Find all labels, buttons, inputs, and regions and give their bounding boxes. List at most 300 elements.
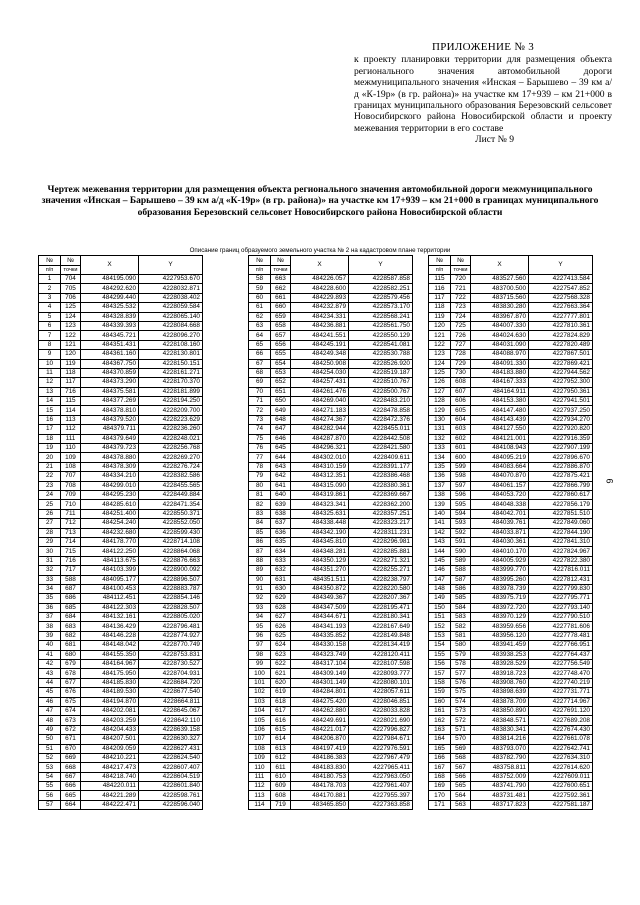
x-coordinate: 484373.290 [81,378,139,387]
y-coordinate: 4227860.617 [529,490,593,499]
x-coordinate: 484042.701 [471,509,529,518]
row-number: 133 [429,444,451,453]
y-coordinate: 4227849.060 [529,519,593,528]
row-number: 111 [249,772,271,781]
x-coordinate: 484178.703 [291,782,349,791]
point-number: 617 [271,706,291,715]
point-number: 644 [271,453,291,462]
row-number: 8 [39,340,61,349]
header-point-num: № [271,256,291,266]
x-coordinate: 483758.811 [471,763,529,772]
point-number: 614 [271,735,291,744]
x-coordinate: 484197.419 [291,744,349,753]
row-number: 107 [249,735,271,744]
y-coordinate: 4227812.431 [529,575,593,584]
x-coordinate: 484275.420 [291,697,349,706]
header-x: X [81,256,139,275]
point-number: 632 [271,566,291,575]
y-coordinate: 4227907.199 [529,444,593,453]
x-coordinate: 484136.429 [81,622,139,631]
row-number: 28 [39,528,61,537]
x-coordinate: 484204.433 [81,725,139,734]
row-number: 110 [249,763,271,772]
x-coordinate: 484122.303 [81,603,139,612]
point-number: 601 [451,444,471,453]
y-coordinate: 4228642.110 [139,716,203,725]
y-coordinate: 4227875.421 [529,472,593,481]
row-number: 150 [429,603,451,612]
x-coordinate: 484222.471 [81,800,139,809]
table-row [249,275,413,284]
y-coordinate: 4228645.067 [139,706,203,715]
point-number: 716 [61,387,81,396]
y-coordinate: 4228256.768 [139,444,203,453]
table-row [39,688,203,697]
table-row [39,631,203,640]
point-number: 564 [451,791,471,800]
x-coordinate: 483814.216 [471,735,529,744]
table-subtitle: Описание границ образуемого земельного участка № 2 на кадастровом плане территории [189,247,451,254]
table-row [249,575,413,584]
point-number: 631 [271,575,291,584]
y-coordinate: 4227778.481 [529,631,593,640]
y-coordinate: 4228046.851 [349,697,413,706]
row-number: 38 [39,622,61,631]
y-coordinate: 4228369.667 [349,490,413,499]
y-coordinate: 4227822.380 [529,556,593,565]
point-number: 582 [451,622,471,631]
row-number: 52 [39,753,61,762]
x-coordinate: 483850.890 [471,706,529,715]
row-number: 36 [39,603,61,612]
y-coordinate: 4228033.828 [349,706,413,715]
point-number: 588 [451,566,471,575]
row-number: 78 [249,462,271,471]
x-coordinate: 484236.881 [291,321,349,330]
row-number: 20 [39,453,61,462]
y-coordinate: 4227824.829 [529,331,593,340]
point-number: 723 [451,303,471,312]
row-number: 3 [39,293,61,302]
x-coordinate: 484221.289 [81,791,139,800]
y-coordinate: 4228032.871 [139,284,203,293]
table-row [249,584,413,593]
table-row [429,331,593,340]
header-point: точки [61,266,81,275]
row-number: 104 [249,706,271,715]
point-number: 726 [451,331,471,340]
x-coordinate: 484379.711 [81,425,139,434]
row-number: 27 [39,519,61,528]
x-coordinate: 484319.861 [291,490,349,499]
y-coordinate: 4227961.407 [349,782,413,791]
y-coordinate: 4228311.231 [349,528,413,537]
row-number: 98 [249,650,271,659]
point-number: 117 [61,378,81,387]
row-number: 124 [429,359,451,368]
x-coordinate: 484083.664 [471,462,529,471]
table-row [249,669,413,678]
row-number: 158 [429,678,451,687]
x-coordinate: 484146.228 [81,631,139,640]
point-number: 628 [271,603,291,612]
y-coordinate: 4228223.629 [139,415,203,424]
row-number: 145 [429,556,451,565]
x-coordinate: 484195.090 [81,275,139,284]
x-coordinate: 483830.280 [471,303,529,312]
x-coordinate: 484344.671 [291,613,349,622]
table-row [39,735,203,744]
point-number: 609 [271,782,291,791]
y-coordinate: 4227896.670 [529,453,593,462]
table-row [39,303,203,312]
table-row [249,641,413,650]
row-number: 171 [429,800,451,809]
point-number: 567 [451,763,471,772]
x-coordinate: 484217.473 [81,763,139,772]
point-number: 640 [271,490,291,499]
row-number: 81 [249,490,271,499]
row-number: 89 [249,566,271,575]
y-coordinate: 4228255.271 [349,566,413,575]
point-number: 719 [271,800,291,809]
y-coordinate: 4228248.021 [139,434,203,443]
row-number: 155 [429,650,451,659]
table-row [249,688,413,697]
y-coordinate: 4228150.151 [139,359,203,368]
table-row [249,312,413,321]
table-row [429,678,593,687]
x-coordinate: 483465.850 [291,800,349,809]
y-coordinate: 4227793.140 [529,603,593,612]
y-coordinate: 4227799.830 [529,584,593,593]
y-coordinate: 4228510.767 [349,378,413,387]
point-number: 636 [271,528,291,537]
point-number: 683 [61,622,81,631]
point-number: 716 [61,556,81,565]
row-number: 73 [249,415,271,424]
row-number: 10 [39,359,61,368]
row-number: 68 [249,368,271,377]
table-row [429,444,593,453]
point-number: 123 [61,321,81,330]
table-row [429,660,593,669]
row-number: 99 [249,660,271,669]
table-row [429,425,593,434]
point-number: 671 [61,735,81,744]
table-row [249,800,413,809]
point-number: 565 [451,782,471,791]
x-coordinate: 484178.770 [81,537,139,546]
table-row [39,340,203,349]
table-row [39,500,203,509]
table-row [39,378,203,387]
y-coordinate: 4228421.580 [349,444,413,453]
x-coordinate: 484295.230 [81,490,139,499]
table-row [429,490,593,499]
point-number: 583 [451,613,471,622]
table-row [39,321,203,330]
table-row [249,293,413,302]
x-coordinate: 483959.656 [471,622,529,631]
x-coordinate: 483717.823 [471,800,529,809]
point-number: 566 [451,772,471,781]
point-number: 678 [61,669,81,678]
table-row [249,387,413,396]
row-number: 147 [429,575,451,584]
x-coordinate: 484048.338 [471,500,529,509]
point-number: 613 [271,744,291,753]
x-coordinate: 484342.190 [291,528,349,537]
x-coordinate: 483978.739 [471,584,529,593]
header-np: п/п [429,266,451,275]
point-number: 568 [451,753,471,762]
x-coordinate: 484330.158 [291,641,349,650]
point-number: 574 [451,697,471,706]
row-number: 120 [429,321,451,330]
point-number: 120 [61,350,81,359]
row-number: 163 [429,725,451,734]
row-number: 132 [429,434,451,443]
y-coordinate: 4228269.270 [139,453,203,462]
table-row [429,509,593,518]
x-coordinate: 483941.459 [471,641,529,650]
y-coordinate: 4228382.586 [139,472,203,481]
row-number: 41 [39,650,61,659]
row-number: 151 [429,613,451,622]
point-number: 663 [271,275,291,284]
x-coordinate: 484164.911 [471,387,529,396]
x-coordinate: 483975.719 [471,594,529,603]
row-number: 125 [429,368,451,377]
row-number: 170 [429,791,451,800]
y-coordinate: 4228471.354 [139,500,203,509]
row-number: 90 [249,575,271,584]
point-number: 618 [271,697,291,706]
y-coordinate: 4228677.540 [139,688,203,697]
point-number: 576 [451,678,471,687]
row-number: 19 [39,444,61,453]
x-coordinate: 484292.620 [81,284,139,293]
y-coordinate: 4228770.749 [139,641,203,650]
row-number: 79 [249,472,271,481]
table-row [249,725,413,734]
point-number: 668 [61,763,81,772]
row-number: 92 [249,594,271,603]
y-coordinate: 4228552.050 [139,519,203,528]
row-number: 162 [429,716,451,725]
point-number: 633 [271,556,291,565]
x-coordinate: 484257.431 [291,378,349,387]
row-number: 127 [429,387,451,396]
row-number: 58 [249,275,271,284]
y-coordinate: 4228238.797 [349,575,413,584]
point-number: 722 [451,293,471,302]
y-coordinate: 4228883.787 [139,584,203,593]
y-coordinate: 4227941.501 [529,397,593,406]
x-coordinate: 484226.057 [291,275,349,284]
row-number: 141 [429,519,451,528]
y-coordinate: 4228209.700 [139,406,203,415]
y-coordinate: 4227766.951 [529,641,593,650]
point-number: 686 [61,594,81,603]
table-row [39,706,203,715]
x-coordinate: 484351.270 [291,566,349,575]
row-number: 117 [429,293,451,302]
row-number: 77 [249,453,271,462]
row-number: 7 [39,331,61,340]
row-number: 118 [429,303,451,312]
point-number: 584 [451,603,471,612]
table-row [429,603,593,612]
point-number: 596 [451,490,471,499]
point-number: 705 [61,284,81,293]
row-number: 22 [39,472,61,481]
point-number: 621 [271,669,291,678]
table-row [39,697,203,706]
x-coordinate: 484194.870 [81,697,139,706]
point-number: 708 [61,481,81,490]
x-coordinate: 484100.453 [81,584,139,593]
row-number: 25 [39,500,61,509]
row-number: 21 [39,462,61,471]
table-row [429,744,593,753]
x-coordinate: 484370.859 [81,368,139,377]
point-number: 713 [61,528,81,537]
table-row [249,622,413,631]
header-y: Y [349,256,413,275]
row-number: 106 [249,725,271,734]
y-coordinate: 4227581.187 [529,800,593,809]
row-number: 47 [39,706,61,715]
row-number: 2 [39,284,61,293]
x-coordinate: 484261.476 [291,387,349,396]
table-row [249,650,413,659]
x-coordinate: 484338.448 [291,519,349,528]
table-row [249,594,413,603]
table-row [249,556,413,565]
point-number: 603 [451,425,471,434]
table-row [39,744,203,753]
x-coordinate: 484262.880 [291,706,349,715]
x-coordinate: 483928.529 [471,660,529,669]
x-coordinate: 484250.908 [291,359,349,368]
point-number: 587 [451,575,471,584]
x-coordinate: 484206.870 [291,735,349,744]
y-coordinate: 4227363.858 [349,800,413,809]
x-coordinate: 484005.929 [471,556,529,565]
row-number: 114 [249,800,271,809]
x-coordinate: 484091.330 [471,359,529,368]
row-number: 37 [39,613,61,622]
y-coordinate: 4228220.580 [349,584,413,593]
x-coordinate: 484249.691 [291,716,349,725]
y-coordinate: 4228449.884 [139,490,203,499]
row-number: 44 [39,678,61,687]
table-row [249,378,413,387]
x-coordinate: 484254.030 [291,368,349,377]
x-coordinate: 484323.749 [291,650,349,659]
table-row [249,415,413,424]
x-coordinate: 484229.893 [291,293,349,302]
row-number: 95 [249,622,271,631]
row-number: 66 [249,350,271,359]
table-row [249,303,413,312]
row-number: 96 [249,631,271,640]
point-number: 673 [61,716,81,725]
table-row [39,575,203,584]
table-row [429,415,593,424]
table-row [39,556,203,565]
point-number: 619 [271,688,291,697]
table-row [39,444,203,453]
y-coordinate: 4228805.020 [139,613,203,622]
y-coordinate: 4228120.411 [349,650,413,659]
y-coordinate: 4228582.251 [349,284,413,293]
table-row [39,725,203,734]
point-number: 113 [61,415,81,424]
y-coordinate: 4227691.120 [529,706,593,715]
row-number: 46 [39,697,61,706]
table-row [39,528,203,537]
table-row [249,735,413,744]
y-coordinate: 4228541.081 [349,340,413,349]
y-coordinate: 4227810.361 [529,321,593,330]
table-row [249,631,413,640]
table-row [39,425,203,434]
y-coordinate: 4227824.967 [529,547,593,556]
y-coordinate: 4228896.507 [139,575,203,584]
row-number: 140 [429,509,451,518]
x-coordinate: 483956.120 [471,631,529,640]
x-coordinate: 484348.281 [291,547,349,556]
y-coordinate: 4228442.508 [349,434,413,443]
point-number: 602 [451,434,471,443]
row-number: 126 [429,378,451,387]
table-row [249,753,413,762]
table-row [429,275,593,284]
x-coordinate: 484282.944 [291,425,349,434]
row-number: 17 [39,425,61,434]
table-row [249,500,413,509]
x-coordinate: 484153.380 [471,397,529,406]
table-row [39,594,203,603]
row-number: 16 [39,415,61,424]
point-number: 615 [271,725,291,734]
row-number: 103 [249,697,271,706]
point-number: 592 [451,528,471,537]
x-coordinate: 483527.560 [471,275,529,284]
x-coordinate: 484341.193 [291,622,349,631]
y-coordinate: 4228236.260 [139,425,203,434]
point-number: 585 [451,594,471,603]
point-number: 674 [61,706,81,715]
point-number: 608 [271,791,291,800]
row-number: 24 [39,490,61,499]
y-coordinate: 4228380.361 [349,481,413,490]
table-row [39,660,203,669]
table-row [429,462,593,471]
row-number: 142 [429,528,451,537]
y-coordinate: 4228149.848 [349,631,413,640]
row-number: 97 [249,641,271,650]
table-row [429,378,593,387]
point-number: 599 [451,462,471,471]
y-coordinate: 4227547.852 [529,284,593,293]
row-number: 161 [429,706,451,715]
x-coordinate: 483970.129 [471,613,529,622]
table-row [39,509,203,518]
